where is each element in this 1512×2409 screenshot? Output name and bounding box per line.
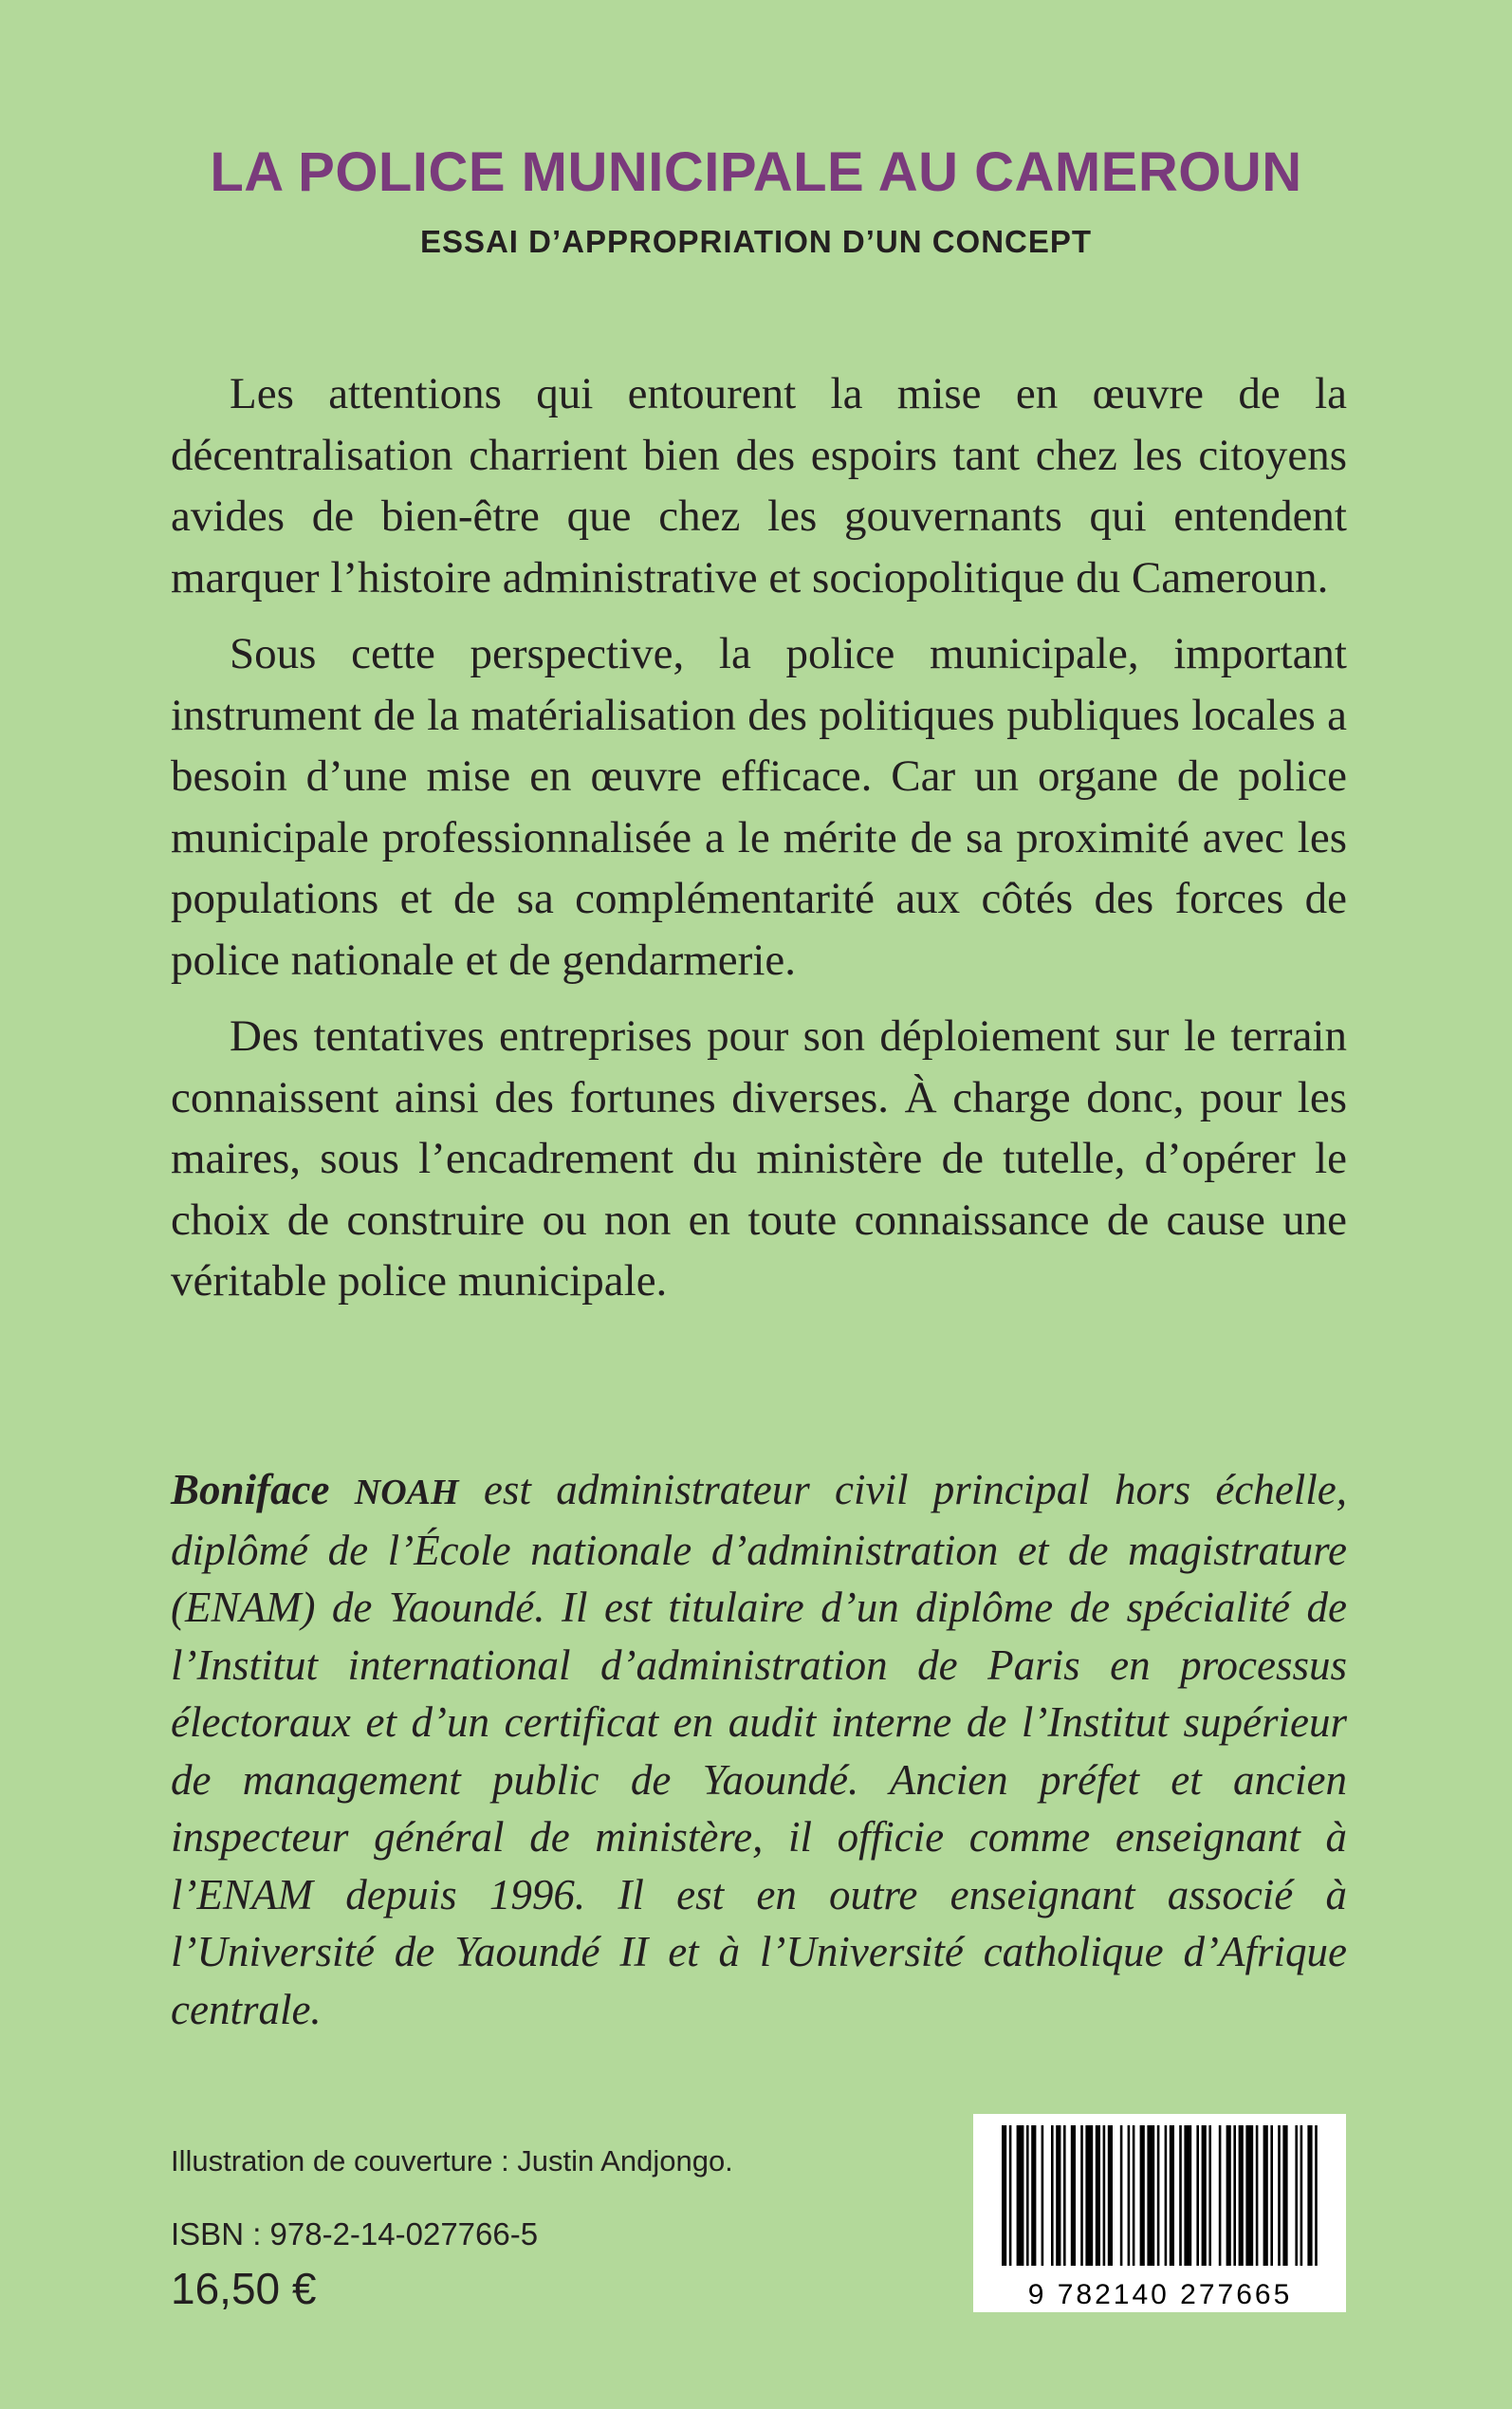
barcode-bar	[1103, 2125, 1106, 2266]
barcode-bar	[1233, 2125, 1236, 2266]
barcode-bar	[1282, 2125, 1287, 2266]
barcode-bar	[1009, 2125, 1012, 2266]
summary-paragraph: Sous cette perspective, la police municipale, important instrument de la matérialisation des politiques publiques locales a besoin d’une mise en œuvre efficace. Car un organe de police municipale professionnalisée a le mérite de sa proximité avec les populations et de sa complémentarité aux côtés des forces de police nationale et de gendarmerie.	[171, 629, 1347, 985]
barcode-bar	[1184, 2125, 1191, 2266]
barcode-bar	[1080, 2125, 1083, 2266]
barcode-bar	[1157, 2125, 1160, 2266]
barcode-bar	[1128, 2125, 1131, 2266]
barcode-bar	[1179, 2125, 1182, 2266]
illustration-credit: Illustration de couverture : Justin Andjongo.	[171, 2144, 733, 2177]
barcode-bar	[1202, 2125, 1207, 2266]
barcode-bar	[1056, 2125, 1060, 2266]
barcode-bar	[1239, 2125, 1244, 2266]
barcode-bar	[1208, 2125, 1211, 2266]
barcode-bars	[973, 2114, 1346, 2312]
summary-text	[171, 363, 1347, 1327]
barcode-bar	[1219, 2125, 1222, 2266]
barcode-bar	[1263, 2125, 1268, 2266]
barcode-digits: 9 782140 277665	[1027, 2279, 1293, 2310]
barcode-bar	[1026, 2125, 1029, 2266]
barcode-bar	[1226, 2125, 1231, 2266]
barcode-bar	[1278, 2125, 1281, 2266]
barcode-bar	[1042, 2125, 1044, 2266]
barcode-bar	[1300, 2125, 1303, 2266]
barcode-bar	[1085, 2125, 1093, 2266]
barcode-bar	[1120, 2125, 1123, 2266]
barcode-bar	[1108, 2125, 1113, 2266]
barcode-bar	[1031, 2125, 1036, 2266]
barcode-bar	[1307, 2125, 1312, 2266]
barcode-bar	[1270, 2125, 1273, 2266]
book-title: LA POLICE MUNICIPALE AU CAMEROUN	[210, 141, 1302, 203]
barcode-bar	[1017, 2125, 1024, 2266]
barcode-bar	[1315, 2125, 1318, 2266]
barcode-bar	[1256, 2125, 1259, 2266]
barcode-bar	[1063, 2125, 1066, 2266]
barcode	[973, 2114, 1346, 2312]
summary-paragraph: Les attentions qui entourent la mise en œuvre de la décentralisation charrient bien des espoirs tant chez les citoyens avides de bien-être que chez les gouvernants qui entendent marquer l’histoire administrative et sociopolitique du Cameroun.	[171, 369, 1347, 602]
barcode-bar	[1245, 2125, 1253, 2266]
book-subtitle: ESSAI D’APPROPRIATION D’UN CONCEPT	[419, 224, 1093, 259]
barcode-bar	[1295, 2125, 1298, 2266]
barcode-bar	[1071, 2125, 1076, 2266]
barcode-bar	[1196, 2125, 1199, 2266]
price: 16,50 €	[171, 2264, 317, 2313]
barcode-bar	[1147, 2125, 1154, 2266]
barcode-bar	[1133, 2125, 1135, 2266]
summary-paragraph: Des tentatives entreprises pour son déploiement sur le terrain connaissent ainsi des fortunes diverses. À charge donc, pour les maires, sous l’encadrement du ministère de tutelle, d’opérer le choix de construire ou non en toute connaissance de cause une véritable police municipale.	[171, 1011, 1347, 1306]
author-bio-text: est administrateur civil principal hors échelle, diplômé de l’École nationale d’administration et de magistrature (ENAM) de Yaoundé. Il est titulaire d’un diplôme de spécialité de l’Institut international d’administration de Paris en processus électoraux et d’un certificat en audit interne de l’Institut supérieur de management public de Yaoundé. Ancien préfet et ancien inspecteur général de ministère, il officie comme enseignant à l’ENAM depuis 1996. Il est en outre enseignant associé à l’Université de Yaoundé II et à l’Université catholique d’Afrique centrale.	[171, 1466, 1348, 2033]
author-last-name: NOAH	[354, 1473, 459, 1512]
barcode-bar	[1140, 2125, 1145, 2266]
author-bio	[171, 1461, 1347, 2038]
barcode-bar	[1096, 2125, 1100, 2266]
barcode-bar	[1165, 2125, 1168, 2266]
barcode-bar	[1051, 2125, 1054, 2266]
barcode-bar	[1002, 2125, 1006, 2266]
isbn: ISBN : 978-2-14-027766-5	[171, 2216, 539, 2251]
author-first-name: Boniface	[171, 1466, 330, 1513]
barcode-bar	[1170, 2125, 1174, 2266]
